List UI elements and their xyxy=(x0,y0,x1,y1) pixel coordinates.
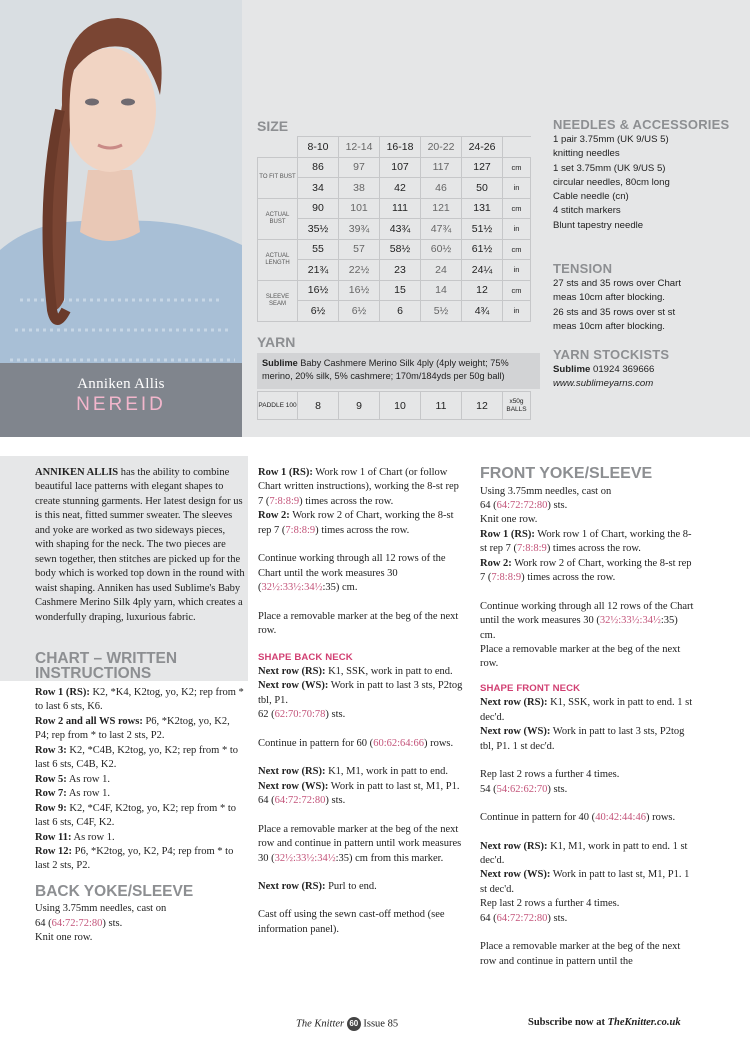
yarn-amount-table xyxy=(257,391,531,420)
front-heading: FRONT YOKE/SLEEVE xyxy=(480,465,653,482)
stockist-phone-line xyxy=(553,363,743,377)
needle-line: Cable needle (cn) xyxy=(553,191,629,203)
text: 32½:33½:34½ xyxy=(274,852,336,864)
cell: 121 xyxy=(421,198,462,219)
pattern-title: NEREID xyxy=(76,394,166,415)
reps: 7:8:8:9 xyxy=(491,572,522,584)
c2-next xyxy=(258,780,463,794)
text: Work in patt to last st, M1, P1. 1 st dec'd. xyxy=(480,869,690,895)
text: ) times across the row. xyxy=(299,495,394,507)
size-col: 12-14 xyxy=(339,137,380,158)
reps: 7:8:8:9 xyxy=(517,543,547,555)
size-col: 16-18 xyxy=(380,137,421,158)
size-row xyxy=(258,157,531,178)
text: 62:70:70:78 xyxy=(274,709,326,721)
row-label: ACTUAL BUST xyxy=(258,198,298,239)
text: Work row 1 of Chart, working the 8-st rep 7 ( xyxy=(480,528,692,555)
label: Next row (WS): xyxy=(480,869,551,881)
c2-sts xyxy=(258,708,463,722)
text: ) times across the row. xyxy=(315,524,410,536)
size-corner xyxy=(258,137,298,158)
amount: 9 xyxy=(339,392,380,420)
c2-place-marker xyxy=(258,823,463,866)
chart-row-text: As row 1. xyxy=(66,773,110,785)
needle-line: 4 stitch markers xyxy=(553,205,621,217)
row-label: TO FIT BUST xyxy=(258,157,298,198)
cell: 16½ xyxy=(339,280,380,301)
size-col: 24-26 xyxy=(462,137,503,158)
paddle-label: PADDLE 100 xyxy=(258,392,298,420)
cell: 127 xyxy=(462,157,503,178)
chart-row-label: Row 12: xyxy=(35,845,73,857)
text: 54 ( xyxy=(480,783,497,795)
unit: cm xyxy=(503,157,531,178)
model-photo xyxy=(0,0,242,437)
tension-line: meas 10cm after blocking. xyxy=(553,320,665,332)
chart-heading: CHART – WRITTEN INSTRUCTIONS xyxy=(35,649,178,683)
label: Next row (WS): xyxy=(480,726,551,738)
c3-next xyxy=(480,868,695,897)
c2-continue xyxy=(258,552,463,595)
text: 32½:33½:34½ xyxy=(599,615,661,627)
unit: in xyxy=(503,219,531,240)
c3-next xyxy=(480,725,695,754)
label: Next row (RS): xyxy=(258,880,326,892)
text: Continue in pattern for 60 ( xyxy=(258,737,374,749)
c3-next xyxy=(480,840,695,869)
text: K1, SSK, work in patt to end. 1 st dec'd. xyxy=(480,697,693,723)
cell: 15 xyxy=(380,280,421,301)
text: ) rows. xyxy=(423,737,454,749)
chart-row-label: Row 5: xyxy=(35,773,67,785)
needles-section xyxy=(553,118,743,233)
label: Row 1 (RS): xyxy=(480,528,535,540)
text: ) sts. xyxy=(547,783,568,795)
text: 64:72:72:80 xyxy=(274,795,326,807)
text: 64:72:72:80 xyxy=(496,499,548,511)
text: ) times across the row. xyxy=(521,572,616,584)
chart-row-label: Row 3: xyxy=(35,744,67,756)
cell: 61½ xyxy=(462,239,503,260)
cell: 50 xyxy=(462,178,503,199)
size-heading: SIZE xyxy=(257,118,289,134)
text: 64 ( xyxy=(480,499,497,511)
cell: 107 xyxy=(380,157,421,178)
chart-row-text: K2, *C4B, K2tog, yo, K2; rep from * to last 6 sts, C4B, K2. xyxy=(35,744,238,771)
text: K1, M1, work in patt to end. 1 st dec'd. xyxy=(480,840,688,867)
back-cast xyxy=(35,917,245,931)
needle-line: circular needles, 80cm long xyxy=(553,176,670,188)
subscribe-text: Subscribe now at xyxy=(528,1017,608,1028)
c3-place-marker: Place a removable marker at the beg of the next row and continue in pattern until the xyxy=(480,941,681,967)
shape-front-neck-heading: SHAPE FRONT NECK xyxy=(480,682,581,694)
cell: 39¾ xyxy=(339,219,380,240)
label: Next row (WS): xyxy=(258,680,329,692)
amount: 10 xyxy=(380,392,421,420)
c3-line: Using 3.75mm needles, cast on xyxy=(480,485,612,497)
cell: 4¾ xyxy=(462,301,503,322)
back-line: Knit one row. xyxy=(35,932,93,944)
size-row xyxy=(258,178,531,199)
cell: 5½ xyxy=(421,301,462,322)
footer-subscribe xyxy=(528,1017,681,1028)
text: K1, M1, work in patt to end. xyxy=(325,766,448,778)
label: Next row (RS): xyxy=(480,697,548,709)
text: 62 ( xyxy=(258,709,275,721)
chart-row-label: Row 9: xyxy=(35,802,67,814)
label: Next row (RS): xyxy=(480,840,548,852)
cell: 16½ xyxy=(298,280,339,301)
needles-list xyxy=(553,133,743,233)
text: Work in patt to last 3 sts, P2tog tbl, P1. xyxy=(258,680,463,706)
chart-row-label: Row 1 (RS): xyxy=(35,686,90,698)
text: :35) cm. xyxy=(322,582,358,594)
c2-row1 xyxy=(258,466,463,509)
stockist-brand: Sublime xyxy=(553,364,591,375)
cell: 12 xyxy=(462,280,503,301)
c3-cast xyxy=(480,499,695,513)
unit: in xyxy=(503,301,531,322)
size-col: 20-22 xyxy=(421,137,462,158)
name-band xyxy=(0,363,242,437)
text: ) sts. xyxy=(325,709,346,721)
label: Next row (WS): xyxy=(258,780,329,792)
text: Place a removable marker at the beg of the next row and continue in pattern until work measures 30 ( xyxy=(258,823,462,864)
c3-row2 xyxy=(480,557,695,586)
c2-cont-pattern xyxy=(258,737,463,751)
text: Work in patt to last 3 sts, P2tog tbl, P1. 1 st dec'd. xyxy=(480,726,685,752)
c3-knit: Knit one row. xyxy=(480,514,538,526)
text: Work row 2 of Chart, working the 8-st rep 7 ( xyxy=(258,510,454,536)
text: 54:62:62:70 xyxy=(496,783,548,795)
label: Row 2: xyxy=(258,510,290,522)
row-label: SLEEVE SEAM xyxy=(258,280,298,321)
stockist-url[interactable]: www.sublimeyarns.com xyxy=(553,378,654,390)
chart-row-text: As row 1. xyxy=(71,831,115,843)
chart-row-text: K2, *C4F, K2tog, yo, K2; rep from * to last 6 sts, C4F, K2. xyxy=(35,802,236,829)
shape-back-neck-heading: SHAPE BACK NECK xyxy=(258,651,353,663)
yarn-description xyxy=(257,353,540,389)
chart-row-label: Row 7: xyxy=(35,788,67,800)
issue-number: Issue 85 xyxy=(363,1018,399,1030)
needle-line: knitting needles xyxy=(553,148,620,160)
amount: 12 xyxy=(462,392,503,420)
tension-line: 27 sts and 35 rows over Chart xyxy=(553,278,681,289)
cell: 117 xyxy=(421,157,462,178)
cell: 131 xyxy=(462,198,503,219)
column-2 xyxy=(258,466,463,937)
unit: cm xyxy=(503,280,531,301)
c3-cont-pattern xyxy=(480,811,695,825)
text: ) rows. xyxy=(645,812,676,824)
cell: 42 xyxy=(380,178,421,199)
cell: 6 xyxy=(380,301,421,322)
label: Row 1 (RS): xyxy=(258,467,313,478)
cell: 6½ xyxy=(298,301,339,322)
c2-marker: Place a removable marker at the beg of the next row. xyxy=(258,610,459,637)
size-row xyxy=(258,260,531,281)
needle-line: 1 set 3.75mm (UK 9/US 5) xyxy=(553,162,666,174)
text: Work row 1 of Chart (or follow Chart written instructions), working the 8-st rep 7 ( xyxy=(258,467,459,507)
size-row xyxy=(258,301,531,322)
cell: 97 xyxy=(339,157,380,178)
text: ) sts. xyxy=(547,912,568,924)
c2-castoff: Cast off using the sewn cast-off method (see information panel). xyxy=(258,909,445,935)
yarn-heading: YARN xyxy=(257,334,296,350)
text: ) sts. xyxy=(325,795,346,807)
c2-next xyxy=(258,679,463,708)
size-col: 8-10 xyxy=(298,137,339,158)
text: Continue in pattern for 40 ( xyxy=(480,812,596,824)
yarn-details: Baby Cashmere Merino Silk 4ply (4ply weight; 75% merino, 20% silk, 5% cashmere; 170m/184yds per 50g ball) xyxy=(262,358,509,381)
label: Row 2: xyxy=(480,557,512,569)
needles-heading: NEEDLES & ACCESSORIES xyxy=(553,117,730,132)
cast-b: 64:72:72:80 xyxy=(51,917,103,929)
chart-row-label: Row 2 and all WS rows: xyxy=(35,715,143,727)
c3-repeat: Rep last 2 rows a further 4 times. xyxy=(480,769,620,781)
column-1 xyxy=(35,466,245,946)
amount-unit: x50g BALLS xyxy=(503,392,531,420)
text: Continue working through all 12 rows of the Chart until the work measures 30 ( xyxy=(258,553,446,594)
cell: 22½ xyxy=(339,260,380,281)
c3-sts xyxy=(480,783,695,797)
cell: 86 xyxy=(298,157,339,178)
size-row xyxy=(258,239,531,260)
yarn-brand: Sublime xyxy=(262,358,298,368)
reps: 7:8:8:9 xyxy=(285,524,316,536)
yarn-amount-row xyxy=(258,392,531,420)
back-heading: BACK YOKE/SLEEVE xyxy=(35,882,194,900)
cell: 35½ xyxy=(298,219,339,240)
needle-line: 1 pair 3.75mm (UK 9/US 5) xyxy=(553,134,669,145)
unit: cm xyxy=(503,239,531,260)
chart-row-text: P6, *K2tog, yo, K2, P4; rep from * to last 2 sts, P2. xyxy=(35,715,230,742)
back-line: Using 3.75mm needles, cast on xyxy=(35,903,167,915)
text: ) times across the row. xyxy=(546,543,641,555)
chart-row-label: Row 11: xyxy=(35,831,72,843)
cell: 60½ xyxy=(421,239,462,260)
cell: 57 xyxy=(339,239,380,260)
cell: 90 xyxy=(298,198,339,219)
c3-repeat: Rep last 2 rows a further 4 times. xyxy=(480,898,620,910)
text: 32½:33½:34½ xyxy=(261,582,323,594)
chart-row xyxy=(35,845,245,874)
c3-row1 xyxy=(480,528,695,557)
chart-row xyxy=(35,831,245,845)
cell: 46 xyxy=(421,178,462,199)
unit: in xyxy=(503,260,531,281)
text: Purl to end. xyxy=(325,880,377,892)
chart-row xyxy=(35,744,245,773)
cell: 47¾ xyxy=(421,219,462,240)
text: 64:72:72:80 xyxy=(496,912,548,924)
chart-row xyxy=(35,715,245,744)
stockists-section xyxy=(553,348,743,392)
cell: 14 xyxy=(421,280,462,301)
text: Work row 2 of Chart, working the 8-st rep 7 ( xyxy=(480,557,692,584)
needle-line: Blunt tapestry needle xyxy=(553,219,644,231)
text: :35) cm from this marker. xyxy=(335,852,444,864)
c2-next xyxy=(258,880,463,894)
column-3 xyxy=(480,466,695,969)
size-row xyxy=(258,219,531,240)
tension-line: 26 sts and 35 rows over st st xyxy=(553,306,676,318)
chart-row-text: K2, *K4, K2tog, yo, K2; rep from * to last 6 sts, K6. xyxy=(35,686,244,713)
intro-name: ANNIKEN ALLIS xyxy=(35,467,119,478)
c2-row2 xyxy=(258,509,463,538)
size-row xyxy=(258,198,531,219)
cell: 23 xyxy=(380,260,421,281)
text: 64 ( xyxy=(480,912,497,924)
c2-next xyxy=(258,665,463,679)
row-label: ACTUAL LENGTH xyxy=(258,239,298,280)
c2-next xyxy=(258,765,463,779)
unit: cm xyxy=(503,198,531,219)
cast-c: ) sts. xyxy=(102,917,123,929)
size-table xyxy=(257,136,531,322)
unit: in xyxy=(503,178,531,199)
chart-row-text: As row 1. xyxy=(66,788,110,800)
tension-section xyxy=(553,262,743,334)
tension-heading: TENSION xyxy=(553,261,613,276)
cell: 34 xyxy=(298,178,339,199)
tension-line: meas 10cm after blocking. xyxy=(553,292,665,304)
c3-marker: Place a removable marker at the beg of the next row. xyxy=(480,644,681,670)
cell: 111 xyxy=(380,198,421,219)
chart-row xyxy=(35,802,245,831)
page-number: 60 xyxy=(347,1017,361,1031)
tension-list xyxy=(553,277,743,334)
label: Next row (RS): xyxy=(258,766,326,778)
magazine-name: The Knitter xyxy=(296,1018,345,1030)
cell: 6½ xyxy=(339,301,380,322)
size-header-row xyxy=(258,137,531,158)
cell: 58½ xyxy=(380,239,421,260)
text: Continue working through all 12 rows of the Chart until the work measures 30 ( xyxy=(480,600,694,627)
cell: 101 xyxy=(339,198,380,219)
reps: 7:8:8:9 xyxy=(269,495,300,507)
text: 64 ( xyxy=(258,795,275,807)
text: 60:62:64:66 xyxy=(373,737,424,749)
c3-continue xyxy=(480,600,695,643)
size-row xyxy=(258,280,531,301)
cell: 38 xyxy=(339,178,380,199)
stockists-heading: YARN STOCKISTS xyxy=(553,347,670,362)
cell: 51½ xyxy=(462,219,503,240)
cell: 24 xyxy=(421,260,462,281)
intro-text: has the ability to combine beautiful lace patterns with elegant shapes to create stunning garments. Her latest design for us is this neat, fitted summer sweater. The sleeves and yoke are worked as two sideways pieces, with shaping for the neck. The two pieces are sewn together, then stitches are picked up for the body which is worked top down in the round with waist shaping. Anniken has used Sublime's Baby Cashmere Merino Silk 4ply yarn, which creates a wonderfully draping, luxurious fabric. xyxy=(35,467,245,623)
c3-next xyxy=(480,696,695,725)
cell: 55 xyxy=(298,239,339,260)
text: ) sts. xyxy=(547,499,568,511)
text: K1, SSK, work in patt to end. xyxy=(325,665,453,677)
text: Work in patt to last st, M1, P1. xyxy=(328,780,460,792)
cell: 21¾ xyxy=(298,260,339,281)
designer-name: Anniken Allis xyxy=(77,376,165,392)
amount: 8 xyxy=(298,392,339,420)
footer-magazine xyxy=(296,1017,398,1031)
amount: 11 xyxy=(421,392,462,420)
text: 40:42:44:46 xyxy=(595,812,646,824)
label: Next row (RS): xyxy=(258,665,326,677)
c2-sts xyxy=(258,794,463,808)
stockist-phone: 01924 369666 xyxy=(590,364,655,375)
text: :35) cm. xyxy=(480,615,678,641)
chart-row xyxy=(35,686,245,715)
size-unit-blank xyxy=(503,137,531,158)
c3-sts xyxy=(480,912,695,926)
intro-paragraph xyxy=(35,466,245,625)
cast-a: 64 ( xyxy=(35,917,52,929)
chart-row xyxy=(35,787,245,801)
chart-row-text: P6, *K2tog, yo, K2, P4; rep from * to last 2 sts, P2. xyxy=(35,845,234,872)
cell: 24¼ xyxy=(462,260,503,281)
subscribe-site[interactable]: TheKnitter.co.uk xyxy=(607,1017,681,1028)
cell: 43¾ xyxy=(380,219,421,240)
chart-row xyxy=(35,773,245,787)
